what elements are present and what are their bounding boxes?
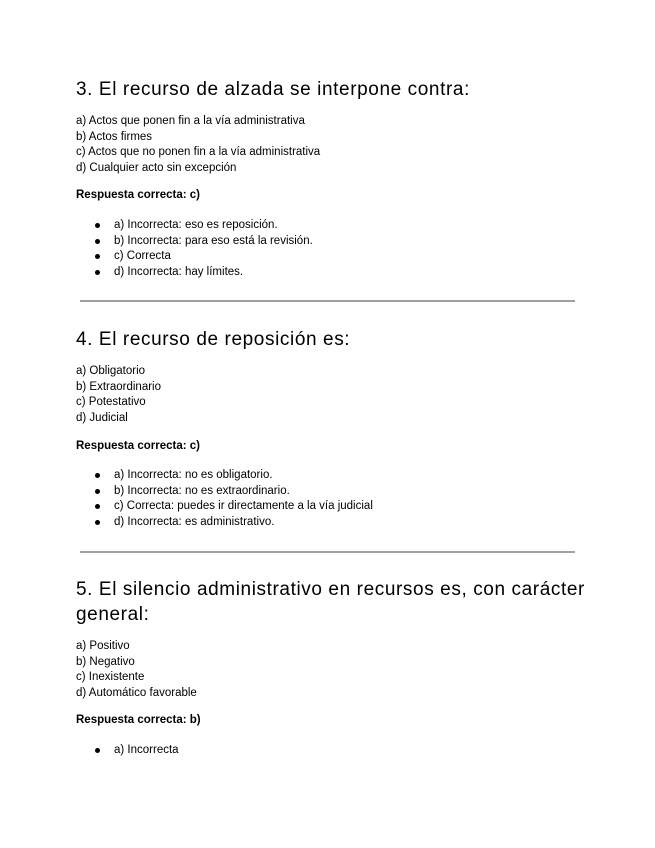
feedback-item	[76, 249, 313, 265]
option-item: d) Cualquier acto sin excepción	[76, 161, 237, 174]
bullet-icon	[95, 254, 100, 259]
option-item: b) Negativo	[76, 655, 135, 668]
bullet-icon	[95, 270, 100, 275]
feedback-text: a) Incorrecta: no es obligatorio.	[114, 469, 273, 481]
option-item: b) Extraordinario	[76, 380, 162, 393]
options-list	[76, 364, 161, 426]
question-title: 3. El recurso de alzada se interpone contra:	[76, 79, 470, 100]
feedback-text: b) Incorrecta: para eso está la revisión.	[114, 234, 313, 247]
correct-answer: Respuesta correcta: c)	[76, 189, 200, 201]
bullet-icon	[95, 489, 100, 494]
feedback-item	[76, 515, 373, 531]
options-list	[76, 114, 320, 176]
feedback-item	[76, 234, 313, 250]
option-item: c) Inexistente	[76, 671, 145, 683]
option-item: c) Actos que no ponen fin a la vía administrativa	[76, 146, 321, 158]
option-item: d) Judicial	[76, 411, 128, 424]
bullet-icon	[95, 748, 100, 753]
option-item: c) Potestativo	[76, 396, 146, 408]
feedback-text: c) Correcta	[114, 250, 171, 262]
feedback-item	[76, 484, 373, 500]
feedback-item	[76, 468, 373, 484]
feedback-text: d) Incorrecta: es administrativo.	[114, 515, 275, 528]
question-title: 4. El recurso de reposición es:	[76, 329, 351, 350]
feedback-item	[76, 218, 313, 234]
options-list	[76, 639, 197, 701]
section-divider	[80, 551, 575, 553]
feedback-list	[76, 218, 313, 280]
option-item: b) Actos firmes	[76, 130, 153, 143]
bullet-icon	[95, 239, 100, 244]
feedback-text: c) Correcta: puedes ir directamente a la vía judicial	[114, 500, 373, 512]
feedback-item	[76, 499, 373, 515]
option-item: d) Automático favorable	[76, 686, 197, 699]
correct-answer: Respuesta correcta: c)	[76, 440, 200, 452]
feedback-text: b) Incorrecta: no es extraordinario.	[114, 484, 290, 497]
feedback-item	[76, 743, 179, 759]
option-item: a) Obligatorio	[76, 365, 146, 377]
bullet-icon	[95, 223, 100, 228]
bullet-icon	[95, 504, 100, 509]
feedback-text: d) Incorrecta: hay límites.	[114, 265, 244, 278]
feedback-list	[76, 468, 373, 530]
bullet-icon	[95, 473, 100, 478]
feedback-text: a) Incorrecta	[114, 744, 179, 756]
correct-answer: Respuesta correcta: b)	[76, 714, 201, 726]
section-divider	[80, 300, 575, 302]
option-item: a) Positivo	[76, 640, 130, 652]
feedback-text: a) Incorrecta: eso es reposición.	[114, 219, 278, 231]
feedback-item	[76, 265, 313, 281]
question-title: 5. El silencio administrativo en recursos es, con carácter general:	[76, 579, 585, 625]
feedback-list	[76, 743, 179, 759]
option-item: a) Actos que ponen fin a la vía administrativa	[76, 115, 305, 127]
bullet-icon	[95, 520, 100, 525]
